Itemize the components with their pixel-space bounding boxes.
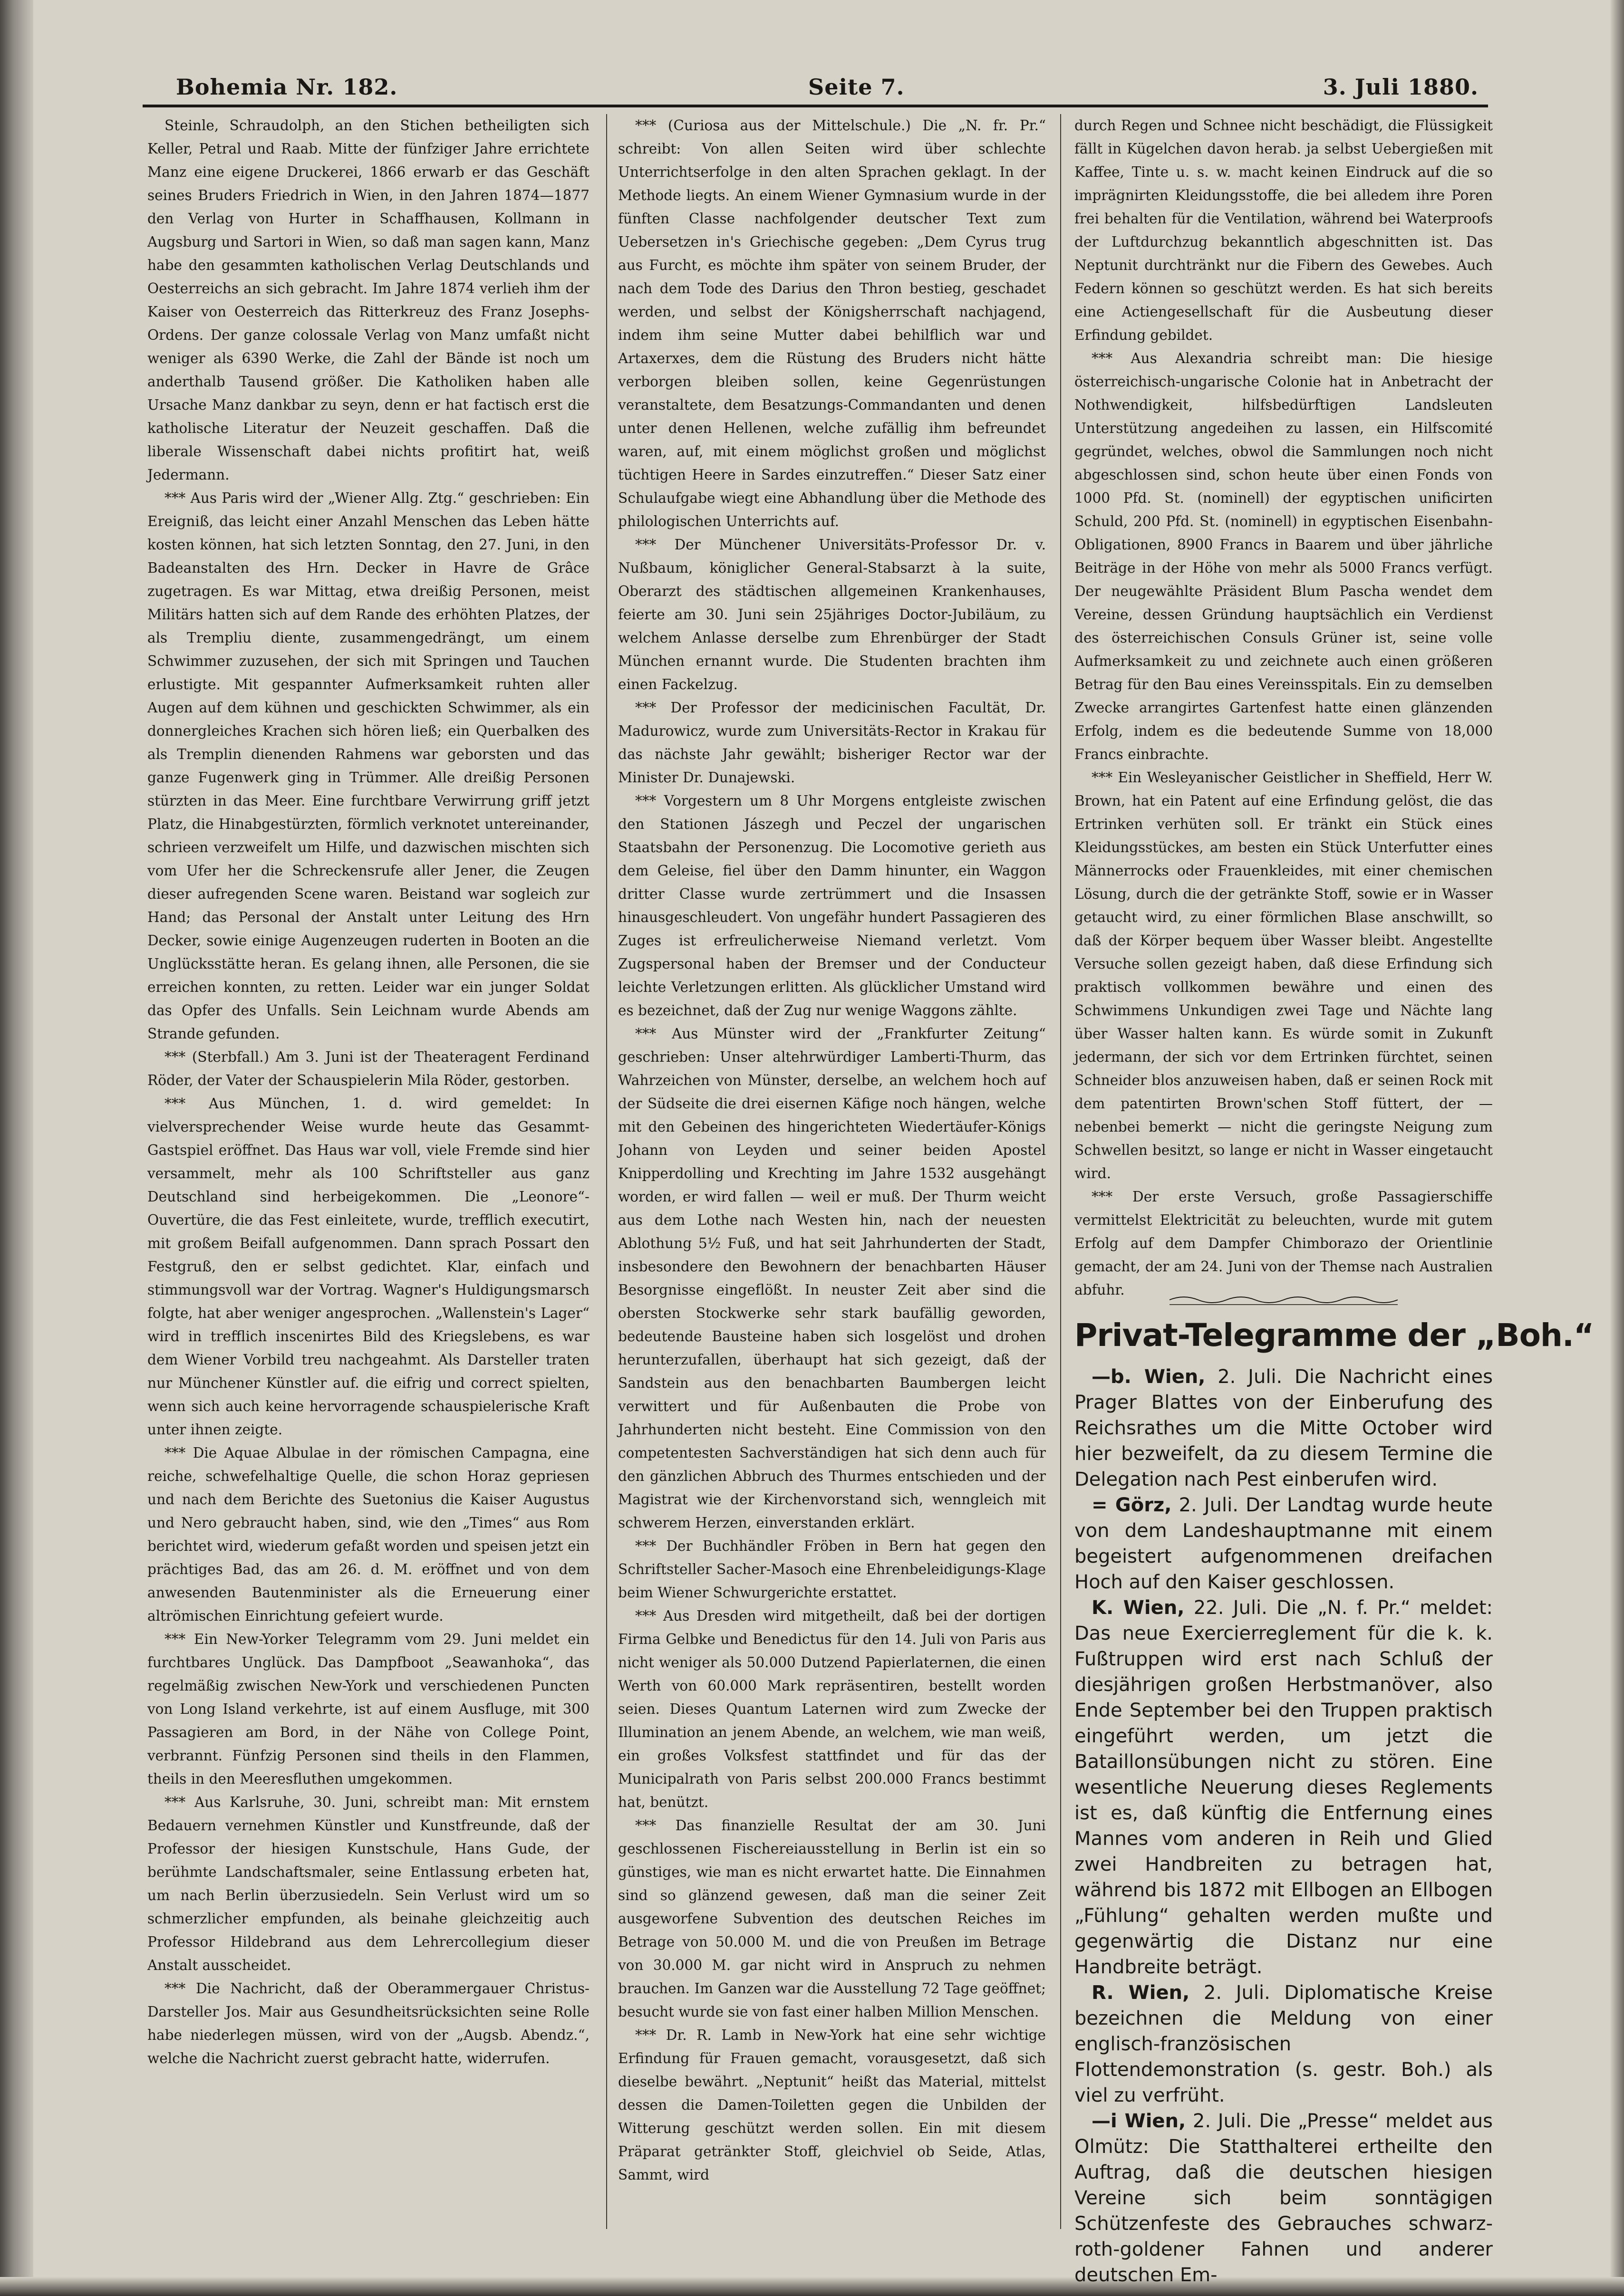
article-paragraph: durch Regen und Schnee nicht beschädigt, die Flüssigkeit fällt in Kügelchen davon herab. ja selbst Uebergießen mit Kaffee, Tinte u. s. w. macht keinen Eindruck auf die so imprägnirten Kleidungsstoffe, die bei alledem ihre Poren frei behalten für die Ventilation, während bei Waterproofs der Luftdurchzug bekanntlich abgeschnitten ist. Das Neptunit durchtränkt nur die Fibern des Gewebes. Auch Federn können so geschützt werden. Es hat sich bereits eine Actiengesellschaft für die Ausbeutung dieser Erfindung gebildet. (1074, 117, 1493, 343)
article-paragraph: *** Das finanzielle Resultat der am 30. Juni geschlossenen Fischereiausstellung in Berlin ist ein so günstiges, wie man es nicht erwartet hatte. Die Einnahmen sind so glänzend gewesen, daß man die seiner Zeit ausgeworfene Subvention des deutschen Reiches im Betrage von 50.000 M. und die von Preußen im Betrage von 30.000 M. gar nicht wird in Anspruch zu nehmen brauchen. Im Ganzen war die Ausstellung 72 Tage geöffnet; besucht wurde sie von fast einer halben Million Menschen. (618, 1817, 1046, 2020)
telegram-item (1074, 1980, 1493, 2108)
article-paragraph: *** Der Professor der medicinischen Facultät, Dr. Madurowicz, wurde zum Universitäts-Rector in Krakau für das nächste Jahr gewählt; bisheriger Rector war der Minister Dr. Dunajewski. (618, 700, 1046, 786)
telegram-item (1074, 1595, 1493, 1980)
telegram-dateline: —b. Wien, (1092, 1366, 1206, 1388)
article-paragraph: *** Aus Dresden wird mitgetheilt, daß bei der dortigen Firma Gelbke und Benedictus für den 14. Juli von Paris aus nicht weniger als 50.000 Dutzend Papierlaternen, die einen Werth von 60.000 Mark repräsentiren, bestellt worden seien. Dieses Quantum Laternen wird zum Zwecke der Illumination an jenem Abende, an welchem, wie man weiß, ein großes Volksfest stattfindet und für das der Municipalrath von Paris selbst 200.000 Francs bestimmt hat, benützt. (618, 1608, 1046, 1810)
column-3 (1074, 114, 1594, 2286)
telegram-text: 22. Juli. Die „N. f. Pr.“ meldet: Das neue Exercierreglement für die k. k. Fußtruppen wird erst nach Schluß der diesjährigen großen Herbstmanöver, also Ende September bei den Truppen praktisch eingeführt werden, um jetzt die Bataillonsübungen nicht zu stören. Eine wesentliche Neuerung dieses Reglements ist es, daß künftig die Entfernung eines Mannes vom anderen in Reih und Glied zwei Handbreiten zu betragen hat, während bis 1872 mit Ellbogen an Ellbogen „Fühlung“ gehalten werden mußte und gegenwärtig die Distanz nur eine Handbreite beträgt. (1074, 1597, 1493, 1978)
telegram-text: 2. Juli. Die „Presse“ meldet aus Olmütz: Die Statthalterei ertheilte den Auftrag, daß die deutschen hiesigen Vereine sich beim sonntägigen Schützenfeste des Gebrauches schwarz-roth-goldener Fahnen und anderer deutschen Em- (1074, 2110, 1493, 2286)
article-paragraph: *** Aus Münster wird der „Frankfurter Zeitung“ geschrieben: Unser altehrwürdiger Lamberti-Thurm, das Wahrzeichen von Münster, derselbe, an welchem hoch auf der Südseite die drei eisernen Käfige noch hängen, welche mit den Gebeinen des hingerichteten Wiedertäufer-Königs Johann von Leyden und seiner beiden Apostel Knipperdolling und Krechting im Jahre 1532 ausgehängt worden, er wird fallen — weil er muß. Der Thurm weicht aus dem Lothe nach Westen hin, nach der neuesten Ablothung 5½ Fuß, und hat seit Jahrhunderten der Stadt, insbesondere den Bewohnern der benachbarten Häuser Besorgnisse eingeflößt. In neuster Zeit aber sind die obersten Stockwerke sehr stark baufällig geworden, bedeutende Bausteine haben sich losgelöst und drohen herunterzufallen, überhaupt hat sich gezeigt, daß der Sandstein aus den benachbarten Baumbergen leicht verwittert und für Außenbauten die Probe von Jahrhunderten nicht besteht. Eine Commission von den competentesten Sachverständigen hat sich denn auch für den gänzlichen Abbruch des Thurmes entschieden und der Magistrat wie der Kirchenvorstand sich, wenngleich mit schwerem Herzen, einverstanden erklärt. (618, 1026, 1046, 1531)
article-paragraph: *** (Sterbfall.) Am 3. Juni ist der Theateragent Ferdinand Röder, der Vater der Schauspielerin Mila Röder, gestorben. (147, 1049, 590, 1088)
telegram-dateline: = Görz, (1092, 1494, 1172, 1516)
article-paragraph: *** Die Nachricht, daß der Oberammergauer Christus-Darsteller Jos. Mair aus Gesundheitsrücksichten seine Rolle habe niederlegen müssen, wird von der „Augsb. Abendz.“, welche die Nachricht zuerst gebracht hatte, widerrufen. (147, 1980, 590, 2066)
newspaper-page (143, 71, 1594, 2286)
article-paragraph: Steinle, Schraudolph, an den Stichen betheiligten sich Keller, Petral und Raab. Mitte der fünfziger Jahre errichtete Manz eine eigene Druckerei, 1866 erwarb er das Geschäft seines Bruders Friedrich in Wien, in den Jahren 1874—1877 den Verlag von Hurter in Schaffhausen, Kollmann in Augsburg und Sartori in Wien, so daß man sagen kann, Manz habe den gesammten katholischen Verlag Deutschlands und Oesterreichs an sich gebracht. Im Jahre 1874 verlieh ihm der Kaiser von Oesterreich das Ritterkreuz des Franz Josephs-Ordens. Der ganze colossale Verlag von Manz umfaßt nicht weniger als 6390 Werke, die Zahl der Bände ist noch um anderthalb Tausend größer. Die Katholiken haben alle Ursache Manz dankbar zu seyn, denn er hat factisch erst die katholische Literatur der Neuzeit geschaffen. Daß die liberale Wissenschaft dabei nichts profitirt hat, weiß Jedermann. (147, 117, 590, 483)
column-divider (606, 114, 607, 2229)
ornamental-divider (1170, 1293, 1398, 1307)
telegram-text: 2. Juli. Die Nachricht eines Prager Blattes von der Einberufung des Reichsrathes um die Mitte October wird hier bezweifelt, da zu diesem Termine die Delegation nach Pest einberufen wird. (1074, 1366, 1493, 1490)
article-paragraph: *** Der erste Versuch, große Passagierschiffe vermittelst Elektricität zu beleuchten, wurde mit gutem Erfolg auf dem Dampfer Chimborazo der Orientlinie gemacht, der am 24. Juni von der Themse nach Australien abfuhr. (1074, 1189, 1493, 1298)
article-paragraph: *** Ein Wesleyanischer Geistlicher in Sheffield, Herr W. Brown, hat ein Patent auf eine Erfindung gelöst, die das Ertrinken verhüten soll. Er tränkt ein Stück eines Kleidungsstückes, am besten ein Stück Unterfutter eines Männerrocks oder Frauenkleides, mit einer chemischen Lösung, durch die der getränkte Stoff, sowie er in Wasser getaucht wird, zu einer förmlichen Blase anschwillt, so daß der Körper bequem über Wasser bleibt. Angestellte Versuche sollen gezeigt haben, daß diese Erfindung sich praktisch vollkommen bewähre und einen des Schwimmens Unkundigen zwei Tage und Nächte lang über Wasser halten kann. Es würde somit in Zukunft jedermann, der sich vor dem Ertrinken fürchtet, seinen Schneider blos anzuweisen haben, daß er seinen Rock mit dem patentirten Brown'schen Stoff füttert, der — nebenbei bemerkt — nicht die geringste Neigung zum Schwellen besitzt, so lange er nicht in Wasser eingetaucht wird. (1074, 769, 1493, 1182)
article-paragraph: *** Ein New-Yorker Telegramm vom 29. Juni meldet ein furchtbares Unglück. Das Dampfboot „Seawanhoka“, das regelmäßig zwischen New-York und verschiedenen Puncten von Long Island verkehrte, ist auf einem Ausfluge, mit 300 Passagieren am Bord, in der Nähe von College Point, verbrannt. Fünfzig Personen sind theils in den Flammen, theils in den Meeresfluthen umgekommen. (147, 1631, 590, 1787)
article-paragraph: *** Aus Paris wird der „Wiener Allg. Ztg.“ geschrieben: Ein Ereigniß, das leicht einer Anzahl Menschen das Leben hätte kosten können, hat sich letzten Sonntag, den 27. Juni, in den Badeanstalten des Hrn. Decker in Havre de Grâce zugetragen. Es war Mittag, etwa dreißig Personen, meist Militärs hatten sich auf dem Rande des erhöhten Platzes, der als Trempliu diente, zusammengedrängt, um einem Schwimmer zuzusehen, der sich mit Springen und Tauchen erlustigte. Mit gespannter Aufmerksamkeit ruhten aller Augen auf dem kühnen und geschickten Schwimmer, als ein donnergleiches Krachen sich hören ließ; ein Querbalken des als Tremplin dienenden Rahmens war geborsten und das ganze Fugenwerk ging in Trümmer. Alle dreißig Personen stürzten in das Meer. Eine furchtbare Verwirrung griff jetzt Platz, die Hinabgestürzten, förmlich verknotet untereinander, schrieen verzweifelt um Hilfe, und dazwischen mischten sich vom Ufer her die Schreckensrufe aller Jener, die Zeugen dieser aufregenden Scene waren. Beistand war sogleich zur Hand; das Personal der Anstalt unter Leitung des Hrn Decker, sowie einige Augenzeugen ruderten in Booten an die Unglücksstätte heran. Es gelang ihnen, alle Personen, die sie erreichen konnten, zu retten. Leider war ein junger Soldat das Opfer des Unfalls. Sein Leichnam wurde Abends am Strande gefunden. (147, 490, 590, 1042)
telegram-section-title: Privat-Telegramme der „Boh.“ (1074, 1317, 1594, 1354)
header-date: 3. Juli 1880. (1323, 74, 1479, 100)
article-paragraph: *** Der Münchener Universitäts-Professor Dr. v. Nußbaum, königlicher General-Stabsarzt à la suite, Oberarzt des städtischen allgemeinen Krankenhauses, feierte am 30. Juni sein 25jähriges Doctor-Jubiläum, zu welchem Anlasse derselbe zum Ehrenbürger der Stadt München ernannt wurde. Die Studenten brachten ihm einen Fackelzug. (618, 537, 1046, 692)
scan-edge-right (1610, 0, 1624, 2296)
header-page-number: Seite 7. (808, 74, 905, 100)
article-paragraph: *** Die Aquae Albulae in der römischen Campagna, eine reiche, schwefelhaltige Quelle, die schon Horaz gepriesen und nach dem Berichte des Suetonius die Kaiser Augustus und Nero gebraucht haben, sind, wie den „Times“ aus Rom berichtet wird, wiederum gefaßt worden und speisen jetzt ein prächtiges Bad, das am 26. d. M. eröffnet und von dem anwesenden Bautenminister als die Erneuerung einer altrömischen Einrichtung gefeiert wurde. (147, 1445, 590, 1624)
article-paragraph: *** (Curiosa aus der Mittelschule.) Die „N. fr. Pr.“ schreibt: Von allen Seiten wird über schlechte Unterrichtserfolge in den alten Sprachen geklagt. In der Methode liegts. An einem Wiener Gymnasium wurde in der fünften Classe nachfolgender deutscher Text zum Uebersetzen in's Griechische gegeben: „Dem Cyrus trug aus Furcht, es möchte ihm später von seinem Bruder, der nach dem Tode des Darius den Thron bestieg, geschadet werden, und selbst der Königsherrschaft nachjagend, indem ihm seine Mutter dabei behilflich war und Artaxerxes, dem die Rüstung des Bruders nicht hätte verborgen bleiben sollen, keine Gegenrüstungen veranstaltete, dem Besatzungs-Commandanten und denen unter denen Hellenen, welche zufällig ihm befreundet waren, auf, mit einem möglichst großen und möglichst tüchtigen Heere in Sardes einzutreffen.“ Dieser Satz einer Schulaufgabe wiegt eine Abhandlung über die Methode des philologischen Unterrichts auf. (618, 117, 1046, 529)
telegram-item (1074, 1364, 1493, 1492)
header-publication: Bohemia Nr. 182. (176, 74, 398, 100)
telegram-dateline: K. Wien, (1092, 1597, 1185, 1619)
header-rule (143, 105, 1488, 107)
telegram-item (1074, 1492, 1493, 1595)
telegram-item (1074, 2108, 1493, 2288)
column-1 (147, 114, 590, 2234)
column-divider (1060, 114, 1061, 2229)
column-3-articles (1074, 114, 1493, 1298)
article-paragraph: *** Aus Karlsruhe, 30. Juni, schreibt man: Mit ernstem Bedauern vernehmen Künstler und Kunstfreunde, daß der Professor der hiesigen Kunstschule, Hans Gude, der berühmte Landschaftsmaler, seine Entlassung erbeten hat, um nach Berlin überzusiedeln. Sein Verlust wird um so schmerzlicher empfunden, als beinahe gleichzeitig auch Professor Hildebrand aus dem Lehrercollegium dieser Anstalt ausscheidet. (147, 1794, 590, 1973)
article-paragraph: *** Aus München, 1. d. wird gemeldet: In vielversprechender Weise wurde heute das Gesammt-Gastspiel eröffnet. Das Haus war voll, viele Fremde sind hier versammelt, mehr als 100 Schriftsteller aus ganz Deutschland sind herbeigekommen. Die „Leonore“-Ouvertüre, die das Fest einleitete, wurde, trefflich executirt, mit großem Beifall aufgenommen. Dann sprach Possart den Festgruß, den er selbst gedichtet. Klar, einfach und stimmungsvoll war der Vortrag. Wagner's Huldigungsmarsch folgte, hat aber weniger angesprochen. „Wallenstein's Lager“ wird in trefflich inscenirtes Bild des Kriegslebens, es war dem Wiener Vorbild treu nachgeahmt. Als Darsteller traten nur Münchener Künstler auf. die eifrig und correct spielten, wenn sich auch keine hervorragende schauspielerische Kraft unter ihnen zeigte. (147, 1095, 590, 1438)
telegram-dateline: R. Wien, (1092, 1982, 1190, 2004)
article-paragraph: *** Dr. R. Lamb in New-York hat eine sehr wichtige Erfindung für Frauen gemacht, vorausgesetzt, daß sich dieselbe bewährt. „Neptunit“ heißt das Material, mittelst dessen die Damen-Toiletten gegen die Unbilden der Witterung geschützt werden sollen. Ein mit diesem Präparat getränkter Stoff, gleichviel ob Seide, Atlas, Sammt, wird (618, 2027, 1046, 2183)
article-paragraph: *** Der Buchhändler Fröben in Bern hat gegen den Schriftsteller Sacher-Masoch eine Ehrenbeleidigungs-Klage beim Wiener Schwurgerichte erstattet. (618, 1538, 1046, 1601)
telegram-list (1074, 1364, 1493, 2286)
article-paragraph: *** Vorgestern um 8 Uhr Morgens entgleiste zwischen den Stationen Jászegh und Peczel der ungarischen Staatsbahn der Personenzug. Die Locomotive gerieth aus dem Geleise, fiel über den Damm hinunter, ein Waggon dritter Classe wurde zertrümmert und die Insassen hinausgeschleudert. Von ungefähr hundert Passagieren des Zuges ist erfreulicherweise Niemand verletzt. Vom Zugspersonal haben der Bremser und der Conducteur leichte Verletzungen erlitten. Als glücklicher Umstand wird es bezeichnet, daß der Zug nur wenige Waggons zählte. (618, 793, 1046, 1018)
telegram-text: 2. Juli. Der Landtag wurde heute von dem Landeshauptmanne mit einem begeistert aufgenommenen dreifachen Hoch auf den Kaiser geschlossen. (1074, 1494, 1493, 1593)
article-paragraph: *** Aus Alexandria schreibt man: Die hiesige österreichisch-ungarische Colonie hat in Anbetracht der Nothwendigkeit, hilfsbedürftigen Landsleuten Unterstützung angedeihen zu lassen, ein Hilfscomité gegründet, welches, obwol die Sammlungen noch nicht abgeschlossen sind, schon heute über einen Fonds von 1000 Pfd. St. (nominell) der egyptischen unificirten Schuld, 200 Pfd. St. (nominell) in egyptischen Eisenbahn-Obligationen, 8900 Francs in Baarem und über jährliche Beiträge in der Höhe von mehr als 5000 Francs verfügt. Der neugewählte Präsident Blum Pascha wendet dem Vereine, dessen Gründung hauptsächlich ein Verdienst des österreichischen Consuls Grüner ist, seine volle Aufmerksamkeit zu und zeichnete auch einen größeren Betrag für den Bau eines Vereinsspitals. Ein zu demselben Zwecke arrangirtes Gartenfest hatte einen glänzenden Erfolg, indem es die bedeutende Summe von 18,000 Francs einbrachte. (1074, 350, 1493, 762)
scan-edge-left (0, 0, 33, 2296)
page-header (143, 71, 1488, 105)
telegram-dateline: —i Wien, (1092, 2110, 1186, 2132)
telegram-text: 2. Juli. Diplomatische Kreise bezeichnen die Meldung von einer englisch-französischen Flottendemonstration (s. gestr. Boh.) als viel zu verfrüht. (1074, 1982, 1493, 2106)
column-2 (618, 114, 1046, 2234)
